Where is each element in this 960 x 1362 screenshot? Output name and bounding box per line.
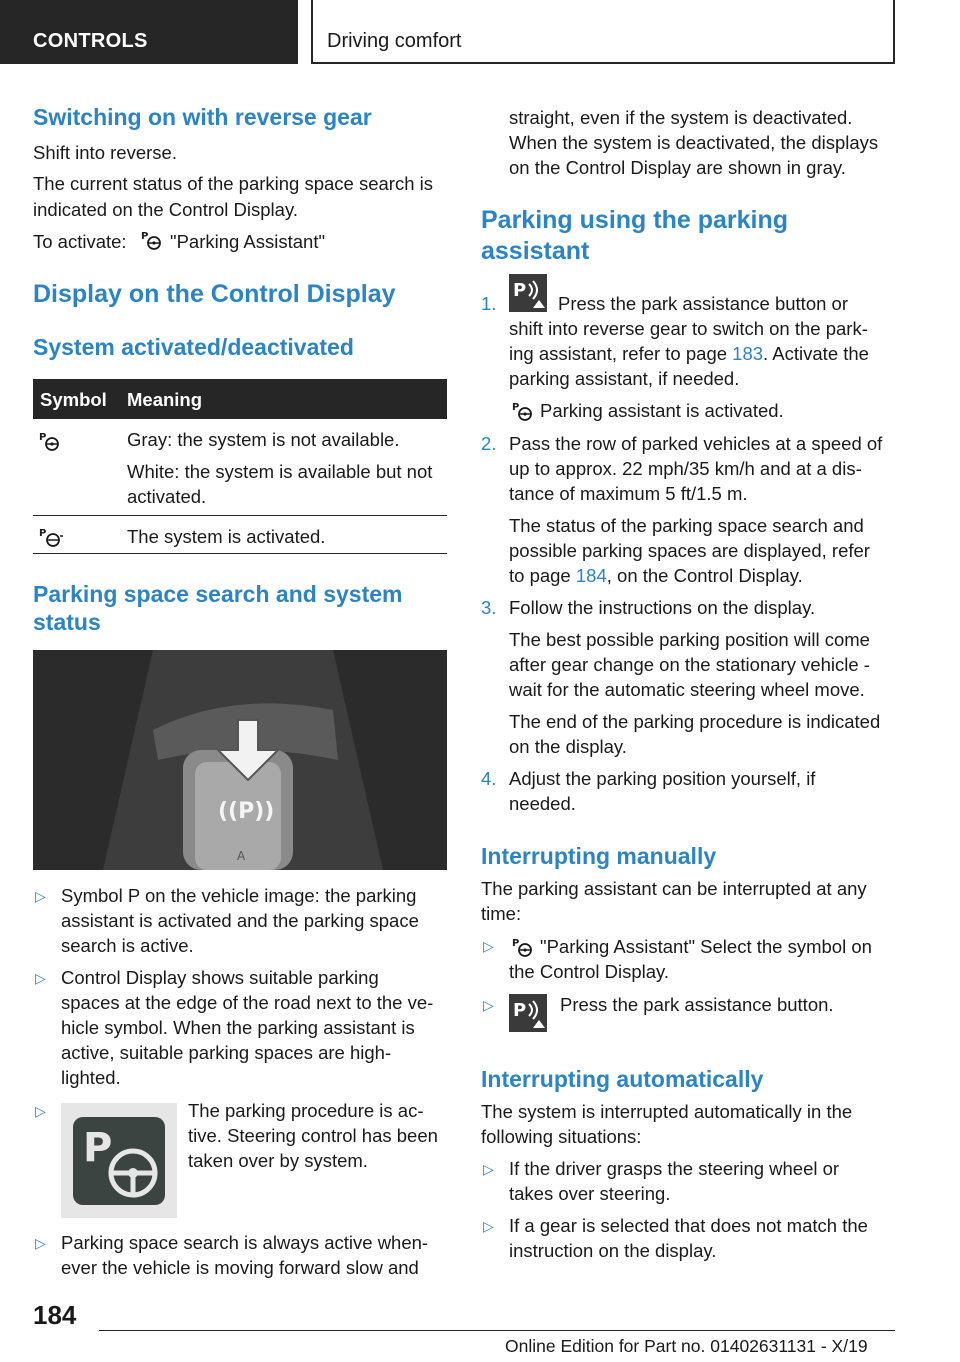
text-activate-prefix: To activate: (33, 231, 127, 252)
step-3-sub-5: on the display. (509, 736, 627, 757)
bullet-4-line-2: ever the vehicle is moving forward slow and (61, 1257, 419, 1278)
bullet-2-line-2: spaces at the edge of the road next to the ve‐ (61, 992, 434, 1013)
parking-assistant-icon (511, 400, 535, 422)
parking-assistant-active-icon (38, 526, 64, 548)
step-2-line-1: Pass the row of parked vehicles at a speed of (509, 433, 883, 454)
step-1-line-5: Parking assistant is activated. (540, 400, 784, 421)
table-divider (33, 515, 447, 516)
step-4-number: 4. (481, 768, 497, 789)
svg-text:P: P (513, 280, 527, 301)
bullet-4-line-1: Parking space search is always active when‐ (61, 1232, 429, 1253)
svg-text:P: P (39, 432, 47, 443)
heading-interrupt-auto: Interrupting automatically (481, 1066, 764, 1092)
table-row-1-line-3: activated. (127, 486, 207, 507)
auto-bullet-1-line-2: takes over steering. (509, 1183, 671, 1204)
bullet-triangle-icon: ▷ (35, 888, 46, 904)
footer-edition: Online Edition for Part no. 01402631131 - X/19 (505, 1336, 868, 1356)
table-row-1-line-1: Gray: the system is not available. (127, 429, 400, 450)
footer-rule (99, 1330, 895, 1331)
bullet-1-line-1: Symbol P on the vehicle image: the parking (61, 885, 417, 906)
bullet-1-line-3: search is active. (61, 935, 194, 956)
step-2-line-2: up to approx. 22 mph/35 km/h and at a dis‐ (509, 458, 862, 479)
parking-assistant-icon (140, 229, 164, 251)
steering-control-icon (61, 1103, 177, 1218)
auto-bullet-1-line-1: If the driver grasps the steering wheel or (509, 1158, 840, 1179)
step-1-line-4: parking assistant, if needed. (509, 368, 740, 389)
heading-parking-2: assistant (481, 237, 590, 265)
bullet-3-line-2: tive. Steering control has been (188, 1125, 438, 1146)
parking-assistant-icon (38, 430, 62, 452)
bullet-2-line-1: Control Display shows suitable parking (61, 967, 379, 988)
heading-control-display: Display on the Control Display (33, 280, 396, 308)
park-assistance-button-icon (509, 274, 547, 312)
heading-search-1: Parking space search and system (33, 581, 403, 607)
step-2-line-3: tance of maximum 5 ft/1.5 m. (509, 483, 748, 504)
text-status-2: indicated on the Control Display. (33, 199, 298, 220)
step-1-line-1: Press the park assistance button or (558, 293, 848, 314)
bullet-triangle-icon: ▷ (483, 997, 494, 1013)
bullet-triangle-icon: ▷ (483, 1218, 494, 1234)
step-3-sub-3: wait for the automatic steering wheel move. (509, 679, 865, 700)
table-row-1-line-2: White: the system is available but not (127, 461, 433, 482)
cont-line-1: straight, even if the system is deactivated. (509, 107, 853, 128)
page-number: 184 (33, 1300, 77, 1330)
auto-bullet-2-line-1: If a gear is selected that does not match the (509, 1215, 868, 1236)
table-col-meaning: Meaning (127, 389, 203, 410)
step-4-line-2: needed. (509, 793, 576, 814)
header-section-label: CONTROLS (33, 30, 148, 52)
manual-text-1: The parking assistant can be interrupted at any (481, 878, 867, 899)
auto-bullet-2-line-2: instruction on the display. (509, 1240, 717, 1261)
manual-bullet-2: Press the park assistance button. (560, 994, 834, 1015)
svg-text:A: A (237, 849, 246, 863)
heading-system-status: System activated/deactivated (33, 334, 354, 360)
bullet-triangle-icon: ▷ (35, 970, 46, 986)
page-link-183[interactable]: 183 (732, 343, 764, 364)
bullet-2-line-4: active, suitable parking spaces are high‐ (61, 1042, 392, 1063)
header-chapter-label: Driving comfort (327, 30, 462, 52)
step-3-sub-4: The end of the parking procedure is indicated (509, 711, 881, 732)
manual-text-2: time: (481, 903, 522, 924)
parking-assistant-icon (511, 936, 535, 958)
manual-bullet-1-line-1: "Parking Assistant" Select the symbol on (540, 936, 872, 957)
text-activate-target: "Parking Assistant" (170, 231, 326, 252)
svg-text:P: P (513, 1000, 527, 1021)
step-2-sub-3: to page 184, on the Control Display. (509, 565, 803, 586)
svg-text:((P)): ((P)) (218, 799, 275, 824)
svg-text:P: P (512, 938, 520, 949)
header-section-tab (0, 0, 298, 64)
heading-reverse-gear: Switching on with reverse gear (33, 104, 372, 130)
table-col-symbol: Symbol (40, 389, 107, 410)
parking-display-illustration (33, 650, 447, 870)
step-3-line-1: Follow the instructions on the display. (509, 597, 816, 618)
svg-text:P: P (141, 231, 149, 242)
text-shift: Shift into reverse. (33, 142, 177, 163)
heading-search-2: status (33, 609, 101, 635)
cont-line-3: on the Control Display are shown in gray. (509, 157, 846, 178)
table-bottom-rule (33, 553, 447, 554)
step-3-sub-2: after gear change on the stationary vehicle - (509, 654, 870, 675)
step-1-line-2: shift into reverse gear to switch on the park‐ (509, 318, 868, 339)
bullet-triangle-icon: ▷ (35, 1103, 46, 1119)
auto-text-1: The system is interrupted automatically in the (481, 1101, 853, 1122)
step-2-sub-1: The status of the parking space search and (509, 515, 864, 536)
text-status-1: The current status of the parking space search is (33, 173, 434, 194)
svg-text:P: P (512, 402, 520, 413)
bullet-triangle-icon: ▷ (483, 1161, 494, 1177)
heading-interrupt-manual: Interrupting manually (481, 843, 717, 869)
svg-text:P: P (83, 1125, 113, 1171)
step-3-sub-1: The best possible parking position will come (509, 629, 870, 650)
park-assistance-button-icon (509, 994, 547, 1032)
table-row-2-line-1: The system is activated. (127, 526, 326, 547)
step-1-line-3: ing assistant, refer to page 183. Activate the (509, 343, 869, 364)
bullet-3-line-3: taken over by system. (188, 1150, 368, 1171)
table-header (33, 379, 447, 419)
auto-text-2: following situations: (481, 1126, 642, 1147)
bullet-2-line-5: lighted. (61, 1067, 121, 1088)
bullet-2-line-3: hicle symbol. When the parking assistant is (61, 1017, 415, 1038)
cont-line-2: When the system is deactivated, the displays (509, 132, 879, 153)
page-link-184[interactable]: 184 (575, 565, 607, 586)
step-1-number: 1. (481, 293, 497, 314)
step-2-number: 2. (481, 433, 497, 454)
manual-bullet-1-line-2: the Control Display. (509, 961, 670, 982)
bullet-triangle-icon: ▷ (35, 1235, 46, 1251)
bullet-3-line-1: The parking procedure is ac‐ (188, 1100, 424, 1121)
step-4-line-1: Adjust the parking position yourself, if (509, 768, 816, 789)
heading-parking-1: Parking using the parking (481, 206, 788, 234)
step-2-sub-2: possible parking spaces are displayed, refer (509, 540, 870, 561)
header-chapter-tab (311, 0, 895, 64)
step-3-number: 3. (481, 597, 497, 618)
svg-text:P: P (39, 528, 47, 539)
bullet-triangle-icon: ▷ (483, 938, 494, 954)
bullet-1-line-2: assistant is activated and the parking space (61, 910, 419, 931)
